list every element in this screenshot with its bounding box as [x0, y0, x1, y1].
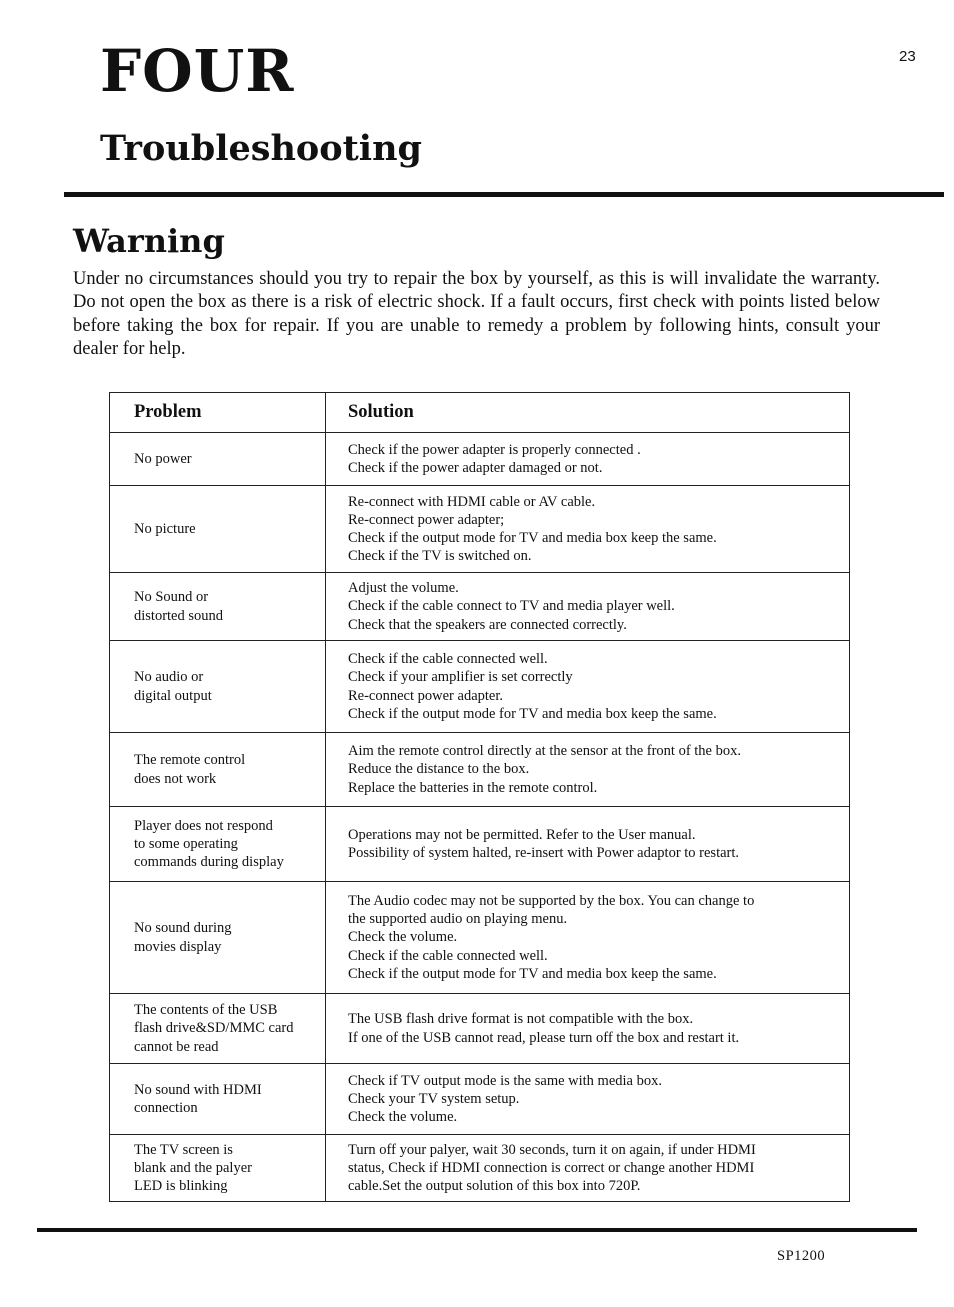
solution-text: Check that the speakers are connected correctly. [348, 616, 627, 633]
solution-text: Check if the cable connected well. [348, 651, 548, 668]
solution-text: Check if the cable connect to TV and media player well. [348, 598, 675, 615]
solution-text: Operations may not be permitted. Refer to the User manual. [348, 826, 696, 843]
solution-text: Check if your amplifier is set correctly [348, 669, 573, 686]
problem-text: No picture [134, 520, 196, 537]
table-row [110, 573, 850, 641]
solution-text: Possibility of system halted, re-insert with Power adaptor to restart. [348, 845, 740, 861]
solution-text: Check if the power adapter damaged or not. [348, 460, 603, 476]
solution-cell [326, 1064, 850, 1135]
problem-text: The TV screen is [134, 1141, 233, 1158]
problem-text: Player does not respond [134, 817, 273, 834]
troubleshooting-table [109, 392, 850, 1202]
solution-text: cable.Set the output solution of this box into 720P. [348, 1178, 641, 1195]
solution-cell [326, 1135, 850, 1202]
header-problem: Problem [110, 393, 326, 433]
problem-text: commands during display [134, 854, 284, 871]
solution-text: Check the volume. [348, 1109, 458, 1126]
problem-text: No sound during [134, 920, 232, 937]
solution-text: Check if TV output mode is the same with media box. [348, 1072, 662, 1089]
problem-text: to some operating [134, 835, 238, 852]
solution-text: Check if the cable connected well. [348, 947, 548, 964]
page-number: 23 [899, 48, 916, 65]
table-row [110, 882, 850, 994]
problem-text: blank and the palyer [134, 1159, 252, 1176]
table-row [110, 733, 850, 807]
problem-cell [110, 882, 326, 994]
problem-text: flash drive&SD/MMC card [134, 1020, 294, 1037]
solution-text: Check if the output mode for TV and media box keep the same. [348, 705, 717, 722]
table-body [110, 433, 850, 1202]
solution-text: If one of the USB cannot read, please turn off the box and restart it. [348, 1029, 740, 1046]
problem-cell [110, 733, 326, 807]
solution-text: The USB flash drive format is not compatible with the box. [348, 1011, 694, 1028]
solution-text: Check your TV system setup. [348, 1090, 520, 1107]
table-row [110, 433, 850, 486]
solution-text: Re-connect power adapter; [348, 511, 505, 528]
table-row [110, 486, 850, 573]
model-number: SP1200 [777, 1248, 826, 1264]
solution-cell [326, 641, 850, 733]
table-row [110, 994, 850, 1064]
solution-cell [326, 807, 850, 882]
solution-text: Check the volume. [348, 929, 458, 946]
problem-cell [110, 1135, 326, 1202]
problem-text: distorted sound [134, 607, 224, 624]
solution-text: The Audio codec may not be supported by the box. You can change to [348, 892, 755, 909]
problem-cell [110, 486, 326, 573]
table-row [110, 1135, 850, 1202]
problem-cell [110, 641, 326, 733]
solution-cell [326, 433, 850, 486]
problem-cell [110, 433, 326, 486]
problem-text: The remote control [134, 752, 246, 769]
problem-text: movies display [134, 938, 222, 955]
solution-text: Aim the remote control directly at the sensor at the front of the box. [348, 743, 741, 760]
solution-cell [326, 573, 850, 641]
problem-text: No sound with HDMI [134, 1081, 262, 1098]
solution-text: Check if the TV is switched on. [348, 548, 532, 565]
solution-text: the supported audio on playing menu. [348, 911, 568, 928]
problem-text: The contents of the USB [134, 1002, 278, 1019]
solution-text: Adjust the volume. [348, 580, 459, 597]
problem-text: does not work [134, 770, 217, 787]
chapter-heading: FOUR [100, 37, 295, 105]
problem-text: No audio or [134, 669, 204, 686]
problem-cell [110, 994, 326, 1064]
problem-cell [110, 573, 326, 641]
problem-text: cannot be read [134, 1038, 219, 1055]
problem-text: connection [134, 1100, 198, 1116]
solution-text: Check if the power adapter is properly connected . [348, 441, 641, 458]
solution-cell [326, 882, 850, 994]
table-row [110, 807, 850, 882]
solution-text: Re-connect power adapter. [348, 687, 503, 704]
section-title: Troubleshooting [100, 128, 422, 169]
problem-cell [110, 807, 326, 882]
warning-heading: Warning [73, 222, 225, 260]
solution-cell [326, 994, 850, 1064]
header-solution: Solution [326, 393, 850, 433]
solution-text: Reduce the distance to the box. [348, 761, 530, 778]
solution-text: Replace the batteries in the remote control. [348, 779, 598, 796]
solution-text: Check if the output mode for TV and media box keep the same. [348, 530, 717, 546]
warning-paragraph: Under no circumstances should you try to repair the box by yourself, as this is will invalidate the warranty. Do not open the box as there is a risk of electric shock. If a fault occurs, first check with points listed below before taking the box for repair. If you are unable to remedy a problem by following hints, consult your dealer for help. [73, 269, 880, 359]
problem-text: LED is blinking [134, 1178, 228, 1195]
solution-text: Check if the output mode for TV and media box keep the same. [348, 965, 717, 982]
table-row [110, 641, 850, 733]
problem-text: No Sound or [134, 589, 209, 606]
solution-text: Turn off your palyer, wait 30 seconds, turn it on again, if under HDMI [348, 1141, 756, 1158]
solution-text: Re-connect with HDMI cable or AV cable. [348, 493, 596, 510]
bottom-divider [37, 1228, 917, 1232]
solution-cell [326, 733, 850, 807]
top-divider [64, 192, 944, 197]
problem-text: No power [134, 450, 192, 467]
solution-cell [326, 486, 850, 573]
problem-cell [110, 1064, 326, 1135]
problem-text: digital output [134, 687, 212, 704]
table-row [110, 1064, 850, 1135]
solution-text: status, Check if HDMI connection is correct or change another HDMI [348, 1159, 755, 1176]
table-header-row [110, 393, 850, 433]
